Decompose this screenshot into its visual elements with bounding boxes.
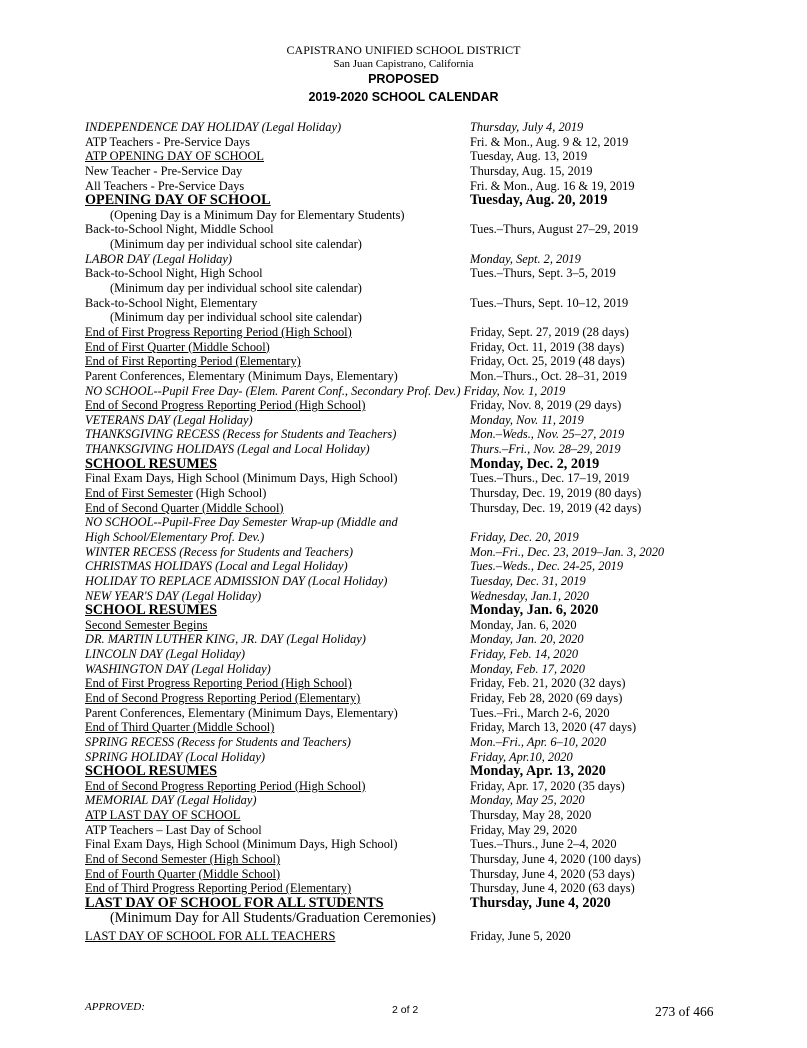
event-date: Thursday, June 4, 2020 (53 days) xyxy=(470,866,635,881)
page-number: 2 of 2 xyxy=(392,1004,419,1016)
calendar-row xyxy=(0,603,807,618)
calendar-row xyxy=(0,501,807,516)
event-name: End of Second Semester (High School) xyxy=(85,852,281,867)
event-date: Tuesday, Aug. 13, 2019 xyxy=(470,149,588,164)
event-date: Thursday, June 4, 2020 (100 days) xyxy=(470,852,641,867)
district-name: CAPISTRANO UNIFIED SCHOOL DISTRICT xyxy=(286,43,521,57)
event-name: Parent Conferences, Elementary (Minimum Days, Elementary) xyxy=(85,368,398,383)
event-name: MEMORIAL DAY (Legal Holiday) xyxy=(85,793,257,808)
event-name: WASHINGTON DAY (Legal Holiday) xyxy=(85,661,271,676)
event-name: Back-to-School Night, Elementary xyxy=(85,295,258,310)
event-date: Tues.–Fri., March 2-6, 2020 xyxy=(470,705,610,720)
calendar-row xyxy=(0,530,807,545)
calendar-row xyxy=(0,647,807,662)
event-name xyxy=(85,486,266,501)
calendar-row xyxy=(0,589,807,604)
event-name: End of First Progress Reporting Period (High School) xyxy=(85,676,352,691)
calendar-row xyxy=(0,896,807,911)
event-name: LAST DAY OF SCHOOL FOR ALL TEACHERS xyxy=(85,929,336,944)
calendar-row xyxy=(0,867,807,882)
calendar-row xyxy=(0,706,807,721)
calendar-row xyxy=(0,222,807,237)
event-name: All Teachers - Pre-Service Days xyxy=(85,178,245,193)
calendar-row xyxy=(0,779,807,794)
calendar-row xyxy=(0,310,807,325)
event-name: Final Exam Days, High School (Minimum Days, High School) xyxy=(85,837,398,852)
calendar-row xyxy=(0,413,807,428)
event-date: Thursday, July 4, 2019 xyxy=(470,120,584,134)
event-name: NEW YEAR'S DAY (Legal Holiday) xyxy=(85,588,262,603)
calendar-row xyxy=(0,881,807,896)
event-name: End of First Quarter (Middle School) xyxy=(85,339,270,354)
event-name: DR. MARTIN LUTHER KING, JR. DAY (Legal Holiday) xyxy=(85,632,366,647)
event-date: Tues.–Thurs, Sept. 3–5, 2019 xyxy=(470,266,616,281)
event-name: HOLIDAY TO REPLACE ADMISSION DAY (Local Holiday) xyxy=(85,573,388,588)
calendar-row xyxy=(0,398,807,413)
event-name: (Opening Day is a Minimum Day for Elementary Students) xyxy=(110,207,405,222)
event-date: Friday, Dec. 20, 2019 xyxy=(470,529,579,544)
event-date: Tues.–Weds., Dec. 24-25, 2019 xyxy=(470,559,624,574)
event-name: End of Second Progress Reporting Period (High School) xyxy=(85,778,366,793)
event-date: Monday, Jan. 6, 2020 xyxy=(470,617,577,632)
calendar-row xyxy=(0,823,807,838)
event-date: Friday, June 5, 2020 xyxy=(470,929,571,944)
calendar-row xyxy=(0,545,807,560)
calendar-row xyxy=(0,237,807,252)
event-name: ATP LAST DAY OF SCHOOL xyxy=(85,808,241,823)
event-name: End of First Progress Reporting Period (High School) xyxy=(85,324,352,339)
event-name: Final Exam Days, High School (Minimum Days, High School) xyxy=(85,471,398,486)
event-name: (Minimum day per individual school site calendar) xyxy=(110,281,362,296)
event-name: VETERANS DAY (Legal Holiday) xyxy=(85,412,253,427)
event-name: End of Third Progress Reporting Period (Elementary) xyxy=(85,881,352,896)
event-date: Wednesday, Jan.1, 2020 xyxy=(470,588,589,603)
event-date: Monday, Jan. 6, 2020 xyxy=(470,602,599,619)
calendar-row xyxy=(0,179,807,194)
calendar-row xyxy=(0,369,807,384)
calendar-row xyxy=(0,135,807,150)
calendar-row xyxy=(0,486,807,501)
event-date: Thursday, Aug. 15, 2019 xyxy=(470,163,593,178)
event-name: NO SCHOOL--Pupil Free Day- (Elem. Parent Conf., Secondary Prof. Dev.) Friday, Nov. 1, 2019 xyxy=(85,383,566,398)
event-date: Thursday, Dec. 19, 2019 (80 days) xyxy=(470,486,642,501)
calendar-row xyxy=(0,808,807,823)
event-date: Monday, Jan. 20, 2020 xyxy=(470,632,584,647)
event-name: THANKSGIVING HOLIDAYS (Legal and Local Holiday) xyxy=(85,442,370,457)
calendar-row xyxy=(0,384,807,399)
event-date: Monday, May 25, 2020 xyxy=(470,793,585,808)
event-name: SCHOOL RESUMES xyxy=(85,455,218,472)
calendar-row xyxy=(0,252,807,267)
event-date: Friday, Apr. 17, 2020 (35 days) xyxy=(470,778,625,793)
document-page-count: 273 of 466 xyxy=(655,1004,714,1019)
calendar-row xyxy=(0,911,807,926)
event-name: (Minimum Day for All Students/Graduation Ceremonies) xyxy=(110,909,436,926)
calendar-row xyxy=(0,720,807,735)
event-name: SCHOOL RESUMES xyxy=(85,763,218,780)
event-date: Tues.–Thurs., June 2–4, 2020 xyxy=(470,837,617,852)
event-name-underlined: End of First Semester xyxy=(85,486,193,501)
event-name: End of Second Quarter (Middle School) xyxy=(85,500,284,515)
event-name: LAST DAY OF SCHOOL FOR ALL STUDENTS xyxy=(85,894,384,911)
event-date: Mon.–Fri., Dec. 23, 2019–Jan. 3, 2020 xyxy=(470,544,665,559)
calendar-row xyxy=(0,149,807,164)
event-name: End of Second Progress Reporting Period (High School) xyxy=(85,398,366,413)
event-date: Friday, March 13, 2020 (47 days) xyxy=(470,720,637,735)
calendar-row xyxy=(0,676,807,691)
calendar-row xyxy=(0,852,807,867)
event-date: Tues.–Thurs, August 27–29, 2019 xyxy=(470,222,639,237)
calendar-row xyxy=(0,340,807,355)
event-name: (Minimum day per individual school site calendar) xyxy=(110,310,362,325)
event-date: Tues.–Thurs, Sept. 10–12, 2019 xyxy=(470,295,629,310)
event-name: End of First Reporting Period (Elementary) xyxy=(85,354,301,369)
calendar-row xyxy=(0,793,807,808)
event-date: Friday, May 29, 2020 xyxy=(470,822,577,837)
event-name: End of Fourth Quarter (Middle School) xyxy=(85,866,281,881)
event-date: Friday, Apr.10, 2020 xyxy=(470,749,573,764)
event-date: Tuesday, Dec. 31, 2019 xyxy=(470,573,586,588)
event-name: LABOR DAY (Legal Holiday) xyxy=(85,251,232,266)
event-date: Mon.–Thurs., Oct. 28–31, 2019 xyxy=(470,368,627,383)
event-date: Mon.–Fri., Apr. 6–10, 2020 xyxy=(470,734,607,749)
calendar-row xyxy=(0,120,807,135)
calendar-row xyxy=(0,750,807,765)
calendar-row xyxy=(0,193,807,208)
event-date: Mon.–Weds., Nov. 25–27, 2019 xyxy=(470,427,625,442)
calendar-row xyxy=(0,442,807,457)
event-date: Thursday, June 4, 2020 xyxy=(470,894,611,911)
event-name: ATP Teachers – Last Day of School xyxy=(85,822,262,837)
calendar-row xyxy=(0,354,807,369)
approved-label: APPROVED: xyxy=(85,1001,145,1013)
event-date: Tues.–Thurs., Dec. 17–19, 2019 xyxy=(470,471,630,486)
calendar-row xyxy=(0,662,807,677)
event-date: Fri. & Mon., Aug. 16 & 19, 2019 xyxy=(470,178,635,193)
event-date: Monday, Feb. 17, 2020 xyxy=(470,661,585,676)
calendar-row xyxy=(0,266,807,281)
event-date: Fri. & Mon., Aug. 9 & 12, 2019 xyxy=(470,134,629,149)
event-date: Tuesday, Aug. 20, 2019 xyxy=(470,192,608,209)
event-date: Monday, Dec. 2, 2019 xyxy=(470,455,600,472)
calendar-row xyxy=(0,632,807,647)
event-date: Thursday, Dec. 19, 2019 (42 days) xyxy=(470,500,642,515)
event-name: SCHOOL RESUMES xyxy=(85,602,218,619)
event-date: Friday, Feb 28, 2020 (69 days) xyxy=(470,690,623,705)
event-name: (Minimum day per individual school site calendar) xyxy=(110,237,362,252)
calendar-row xyxy=(0,515,807,530)
calendar-title: 2019-2020 SCHOOL CALENDAR xyxy=(308,90,499,104)
calendar-row xyxy=(0,837,807,852)
event-date: Thursday, May 28, 2020 xyxy=(470,808,592,823)
event-date: Thursday, June 4, 2020 (63 days) xyxy=(470,881,635,896)
calendar-row xyxy=(0,929,807,944)
event-date: Monday, Apr. 13, 2020 xyxy=(470,763,606,780)
event-date: Monday, Nov. 11, 2019 xyxy=(470,412,584,427)
calendar-row xyxy=(0,164,807,179)
event-date: Friday, Sept. 27, 2019 (28 days) xyxy=(470,324,629,339)
event-date: Friday, Feb. 14, 2020 xyxy=(470,647,579,662)
event-name: THANKSGIVING RECESS (Recess for Students and Teachers) xyxy=(85,427,397,442)
calendar-row xyxy=(0,559,807,574)
event-name-rest: (High School) xyxy=(192,486,267,501)
event-name: LINCOLN DAY (Legal Holiday) xyxy=(85,647,246,662)
district-location: San Juan Capistrano, California xyxy=(333,58,474,70)
event-name: End of Third Quarter (Middle School) xyxy=(85,720,275,735)
event-name: INDEPENDENCE DAY HOLIDAY (Legal Holiday) xyxy=(85,120,342,134)
calendar-row xyxy=(0,208,807,223)
event-date: Friday, Feb. 21, 2020 (32 days) xyxy=(470,676,626,691)
calendar-row xyxy=(0,427,807,442)
calendar-row xyxy=(0,457,807,472)
event-date: Friday, Nov. 8, 2019 (29 days) xyxy=(470,398,622,413)
calendar-row xyxy=(0,574,807,589)
calendar-list xyxy=(0,120,807,944)
event-name: NO SCHOOL--Pupil-Free Day Semester Wrap-up (Middle and xyxy=(85,515,398,530)
calendar-row xyxy=(0,325,807,340)
event-name: CHRISTMAS HOLIDAYS (Local and Legal Holiday) xyxy=(85,559,348,574)
calendar-row xyxy=(0,691,807,706)
proposed-label: PROPOSED xyxy=(368,72,439,86)
event-date: Thurs.–Fri., Nov. 28–29, 2019 xyxy=(470,442,621,457)
calendar-row xyxy=(0,735,807,750)
event-name: OPENING DAY OF SCHOOL xyxy=(85,192,271,209)
event-date: Friday, Oct. 11, 2019 (38 days) xyxy=(470,339,625,354)
calendar-row xyxy=(0,471,807,486)
event-name: ATP Teachers - Pre-Service Days xyxy=(85,134,250,149)
event-name: SPRING HOLIDAY (Local Holiday) xyxy=(85,749,265,764)
calendar-row xyxy=(0,764,807,779)
event-name: Second Semester Begins xyxy=(85,617,208,632)
calendar-row xyxy=(0,281,807,296)
event-date: Monday, Sept. 2, 2019 xyxy=(470,251,581,266)
event-name: Parent Conferences, Elementary (Minimum Days, Elementary) xyxy=(85,705,398,720)
calendar-row xyxy=(0,296,807,311)
calendar-row xyxy=(0,618,807,633)
event-name: Back-to-School Night, Middle School xyxy=(85,222,274,237)
event-name: WINTER RECESS (Recess for Students and Teachers) xyxy=(85,544,353,559)
event-name: SPRING RECESS (Recess for Students and Teachers) xyxy=(85,734,351,749)
event-name: Back-to-School Night, High School xyxy=(85,266,263,281)
event-name: End of Second Progress Reporting Period (Elementary) xyxy=(85,690,361,705)
event-name: High School/Elementary Prof. Dev.) xyxy=(85,529,265,544)
event-name: ATP OPENING DAY OF SCHOOL xyxy=(85,149,264,164)
event-date: Friday, Oct. 25, 2019 (48 days) xyxy=(470,354,625,369)
event-name: New Teacher - Pre-Service Day xyxy=(85,163,243,178)
